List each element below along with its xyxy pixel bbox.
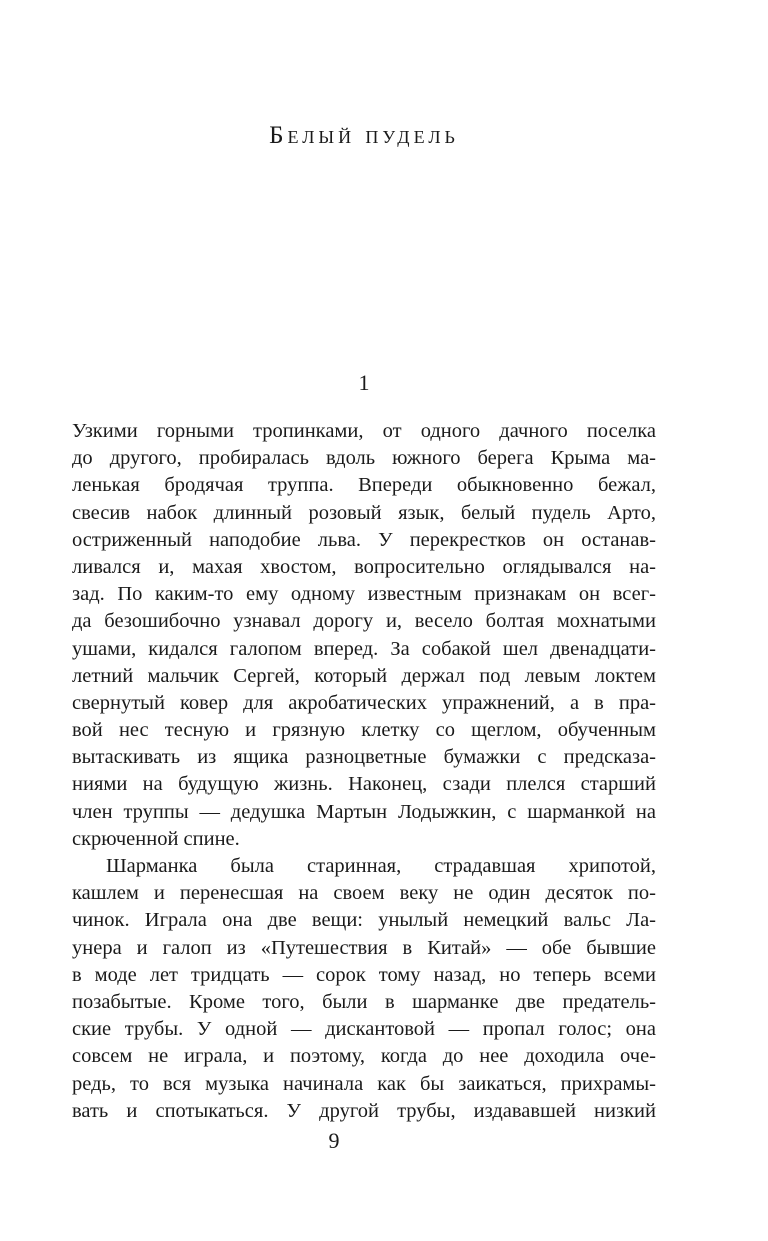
text-line: чинок. Играла она две вещи: унылый немецкий вальс Ла- xyxy=(72,909,656,932)
paragraph-1 xyxy=(72,418,656,853)
text-line: до другого, пробиралась вдоль южного берега Крыма ма- xyxy=(72,447,656,470)
text-line: вытаскивать из ящика разноцветные бумажки с предсказа- xyxy=(72,746,656,769)
text-line: ниями на будущую жизнь. Наконец, сзади плелся старший xyxy=(72,773,656,796)
text-line: редь, то вся музыка начинала как бы заикаться, прихрамы- xyxy=(72,1072,656,1095)
text-line: в моде лет тридцать — сорок тому назад, но теперь всеми xyxy=(72,963,656,986)
body-text xyxy=(72,418,656,1125)
text-line: совсем не играла, и поэтому, когда до нее доходила оче- xyxy=(72,1045,656,1068)
text-line: зад. По каким-то ему одному известным признакам он всег- xyxy=(72,583,656,606)
text-line: кашлем и перенесшая на своем веку не один десяток по- xyxy=(72,882,656,905)
paragraph-2 xyxy=(72,853,656,1125)
text-line: свернутый ковер для акробатических упражнений, а в пра- xyxy=(72,691,656,714)
text-line: ские трубы. У одной — дискантовой — пропал голос; она xyxy=(72,1018,656,1041)
text-line: унера и галоп из «Путешествия в Китай» — обе бывшие xyxy=(72,936,656,959)
text-line: позабытые. Кроме того, были в шарманке две предатель- xyxy=(72,990,656,1013)
text-line: вой нес тесную и грязную клетку со щеглом, обученным xyxy=(72,719,656,742)
text-line: Узкими горными тропинками, от одного дачного поселка xyxy=(72,420,656,442)
text-line: ливался и, махая хвостом, вопросительно оглядывался на- xyxy=(72,555,656,578)
text-line: скрюченной спине. xyxy=(72,827,240,850)
story-title: Белый пудель xyxy=(269,122,459,149)
text-line: свесив набок длинный розовый язык, белый пудель Арто, xyxy=(72,501,656,524)
page-number: 9 xyxy=(328,1128,340,1153)
text-line: ушами, кидался галопом вперед. За собакой шел двенадцати- xyxy=(72,637,656,660)
text-line: вать и спотыкаться. У другой трубы, издававшей низкий xyxy=(72,1099,656,1122)
text-line: Шарманка была старинная, страдавшая хрипотой, xyxy=(106,855,656,877)
text-line: ленькая бродячая труппа. Впереди обыкновенно бежал, xyxy=(72,474,656,497)
text-line: да безошибочно узнавал дорогу и, весело болтая мохнатыми xyxy=(72,610,656,633)
text-line: летний мальчик Сергей, который держал под левым локтем xyxy=(72,664,656,687)
text-line: остриженный наподобие льва. У перекрестков он останав- xyxy=(72,528,656,551)
chapter-number: 1 xyxy=(358,370,370,395)
text-line: член труппы — дедушка Мартын Лодыжкин, с шарманкой на xyxy=(72,800,656,823)
